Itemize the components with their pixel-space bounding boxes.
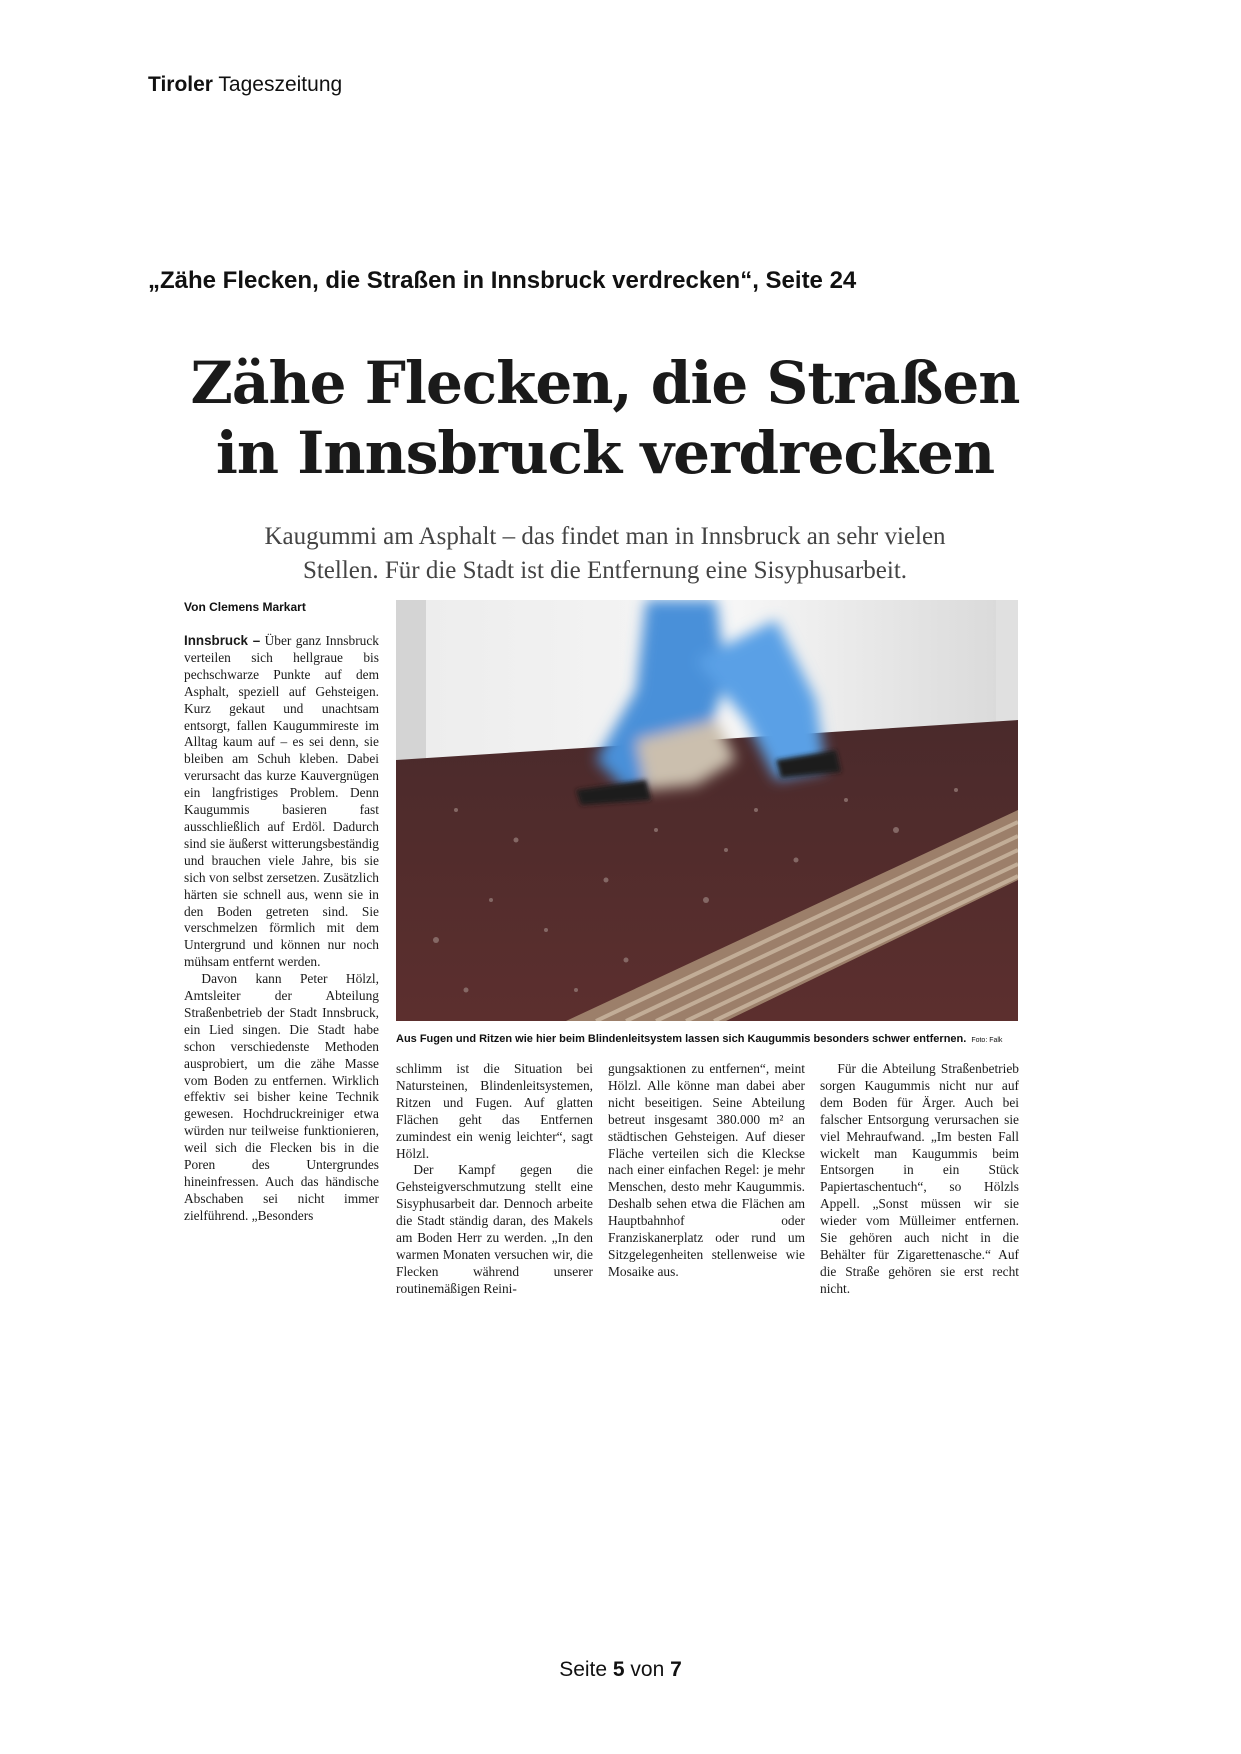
paragraph-5: gungsaktionen zu entfernen“, meint Hölzl. Alle könne man dabei aber nicht beseitigen. Seine Abteilung betreut insgesamt 380.000 m² an städtischen Gehsteigen. Auf dieser Fläche verteilen sich die Kleckse nach einer einfachen Regel: je mehr Menschen, desto mehr Kaugummis. Deshalb sehen etwa die Flächen am Hauptbahnhof oder Franziskanerplatz oder rund um Sitzgelegenheiten stellenweise wie Mosaike aus. <box>608 1061 805 1279</box>
publisher-name <box>148 73 342 97</box>
page-number <box>0 1658 1241 1682</box>
article-column-2 <box>396 1061 593 1298</box>
headline-line-2: in Innsbruck verdrecken <box>215 419 995 487</box>
publisher-name-rest: Tageszeitung <box>212 73 343 96</box>
total-pages: 7 <box>670 1658 682 1681</box>
paragraph-2: Davon kann Peter Hölzl, Amtsleiter der Abteilung Straßenbetrieb der Stadt Innsbruck, ein Lied singen. Die Stadt habe schon verschiedenste Methoden ausprobiert, um die zähe Masse vom Boden zu entfernen. Wirklich effektiv sei bisher keine Technik gewesen. Hochdruckreiniger etwa würden nur teilweise funktionieren, weil sich die Flecken bis in die Poren des Untergrundes hineinfressen. Auch das händische Abschaben sei nicht immer zielführend. „Besonders <box>184 971 379 1223</box>
page-middle: von <box>624 1658 671 1681</box>
byline: Von Clemens Markart <box>184 600 306 614</box>
article-subheadline <box>160 520 1050 588</box>
subhead-line-1: Kaugummi am Asphalt – das findet man in Innsbruck an sehr vielen <box>264 523 946 550</box>
page-prefix: Seite <box>559 1658 613 1681</box>
photo-credit: Foto: Falk <box>971 1037 1003 1044</box>
article-headline <box>160 348 1050 488</box>
publisher-name-bold: Tiroler <box>148 73 213 96</box>
headline-line-1: Zähe Flecken, die Straßen <box>190 349 1020 417</box>
article-photo <box>396 600 1018 1021</box>
paragraph-3: schlimm ist die Situation bei Natursteinen, Blindenleitsystemen, Ritzen und Fugen. Auf glatten Flächen geht das Entfernen zumindest ein wenig leichter“, sagt Hölzl. <box>396 1061 593 1161</box>
article-column-1 <box>184 633 379 1225</box>
subhead-line-2: Stellen. Für die Stadt ist die Entfernung eine Sisyphusarbeit. <box>302 557 908 584</box>
paragraph-6: Für die Abteilung Straßenbetrieb sorgen Kaugummis nicht nur auf dem Boden für Ärger. Auch bei falscher Entsorgung verursachen sie viel Mehraufwand. „Im besten Fall wickelt man Kaugummis beim Entsorgen in ein Stück Papiertaschentuch“, so Hölzls Appell. „Sonst müssen wir sie wieder vom Mülleimer entfernen. Sie gehören auch nicht in die Behälter für Zigarettenasche.“ Auf die Straße gehören sie erst recht nicht. <box>820 1061 1019 1296</box>
paragraph-1 <box>184 633 379 971</box>
article-column-4 <box>820 1061 1019 1298</box>
caption-text: Aus Fugen und Ritzen wie hier beim Blindenleitsystem lassen sich Kaugummis besonders schwer entfernen. <box>396 1033 967 1045</box>
photo-caption <box>396 1033 1036 1045</box>
current-page: 5 <box>612 1658 625 1681</box>
paragraph-1-text: Über ganz Innsbruck verteilen sich hellgraue bis pechschwarze Punkte auf dem Asphalt, speziell auf Gehsteigen. Kurz gekaut und unachtsam entsorgt, fallen Kaugummireste im Alltag kaum auf – es sei denn, sie bleiben am Schuh kleben. Dabei verursacht das kurze Kauvergnügen ein langfristiges Problem. Denn Kaugummis basieren fast ausschließlich auf Erdöl. Dadurch sind sie äußerst witterungsbeständig und brauchen viele Jahre, bis sie sich von selbst zersetzen. Zusätzlich härten sie schnell aus, wenn sie in den Boden getreten sind. Sie verschmelzen förmlich mit dem Untergrund und können nur noch mühsam entfernt werden. <box>184 633 379 970</box>
paragraph-4: Der Kampf gegen die Gehsteigverschmutzung stellt eine Sisyphusarbeit dar. Dennoch arbeite die Stadt ständig daran, des Makels am Boden Herr zu werden. „In den warmen Monaten versuchen wir, die Flecken während unserer routinemäßigen Reini- <box>396 1162 593 1296</box>
article-column-3 <box>608 1061 805 1281</box>
dateline: Innsbruck – <box>184 633 261 648</box>
clip-title: „Zähe Flecken, die Straßen in Innsbruck verdrecken“, Seite 24 <box>148 267 857 294</box>
